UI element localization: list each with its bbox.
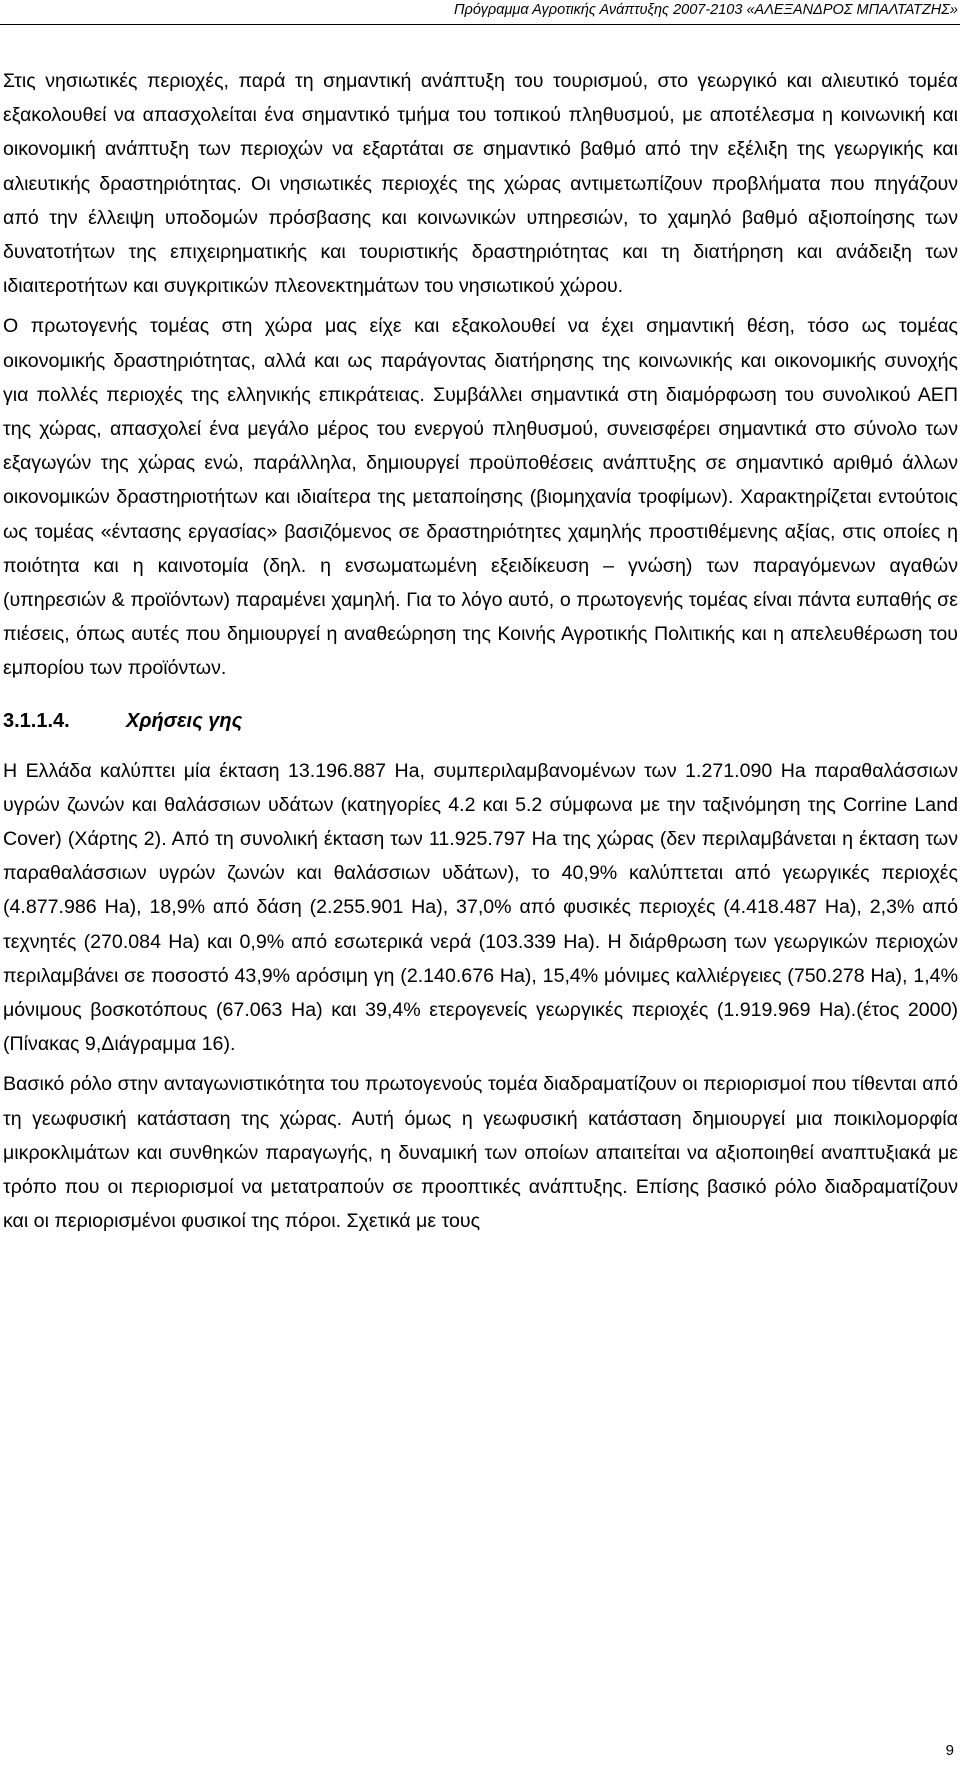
section-heading	[3, 706, 958, 736]
section-title: Χρήσεις γης	[126, 709, 243, 732]
header-rule	[0, 24, 960, 25]
paragraph-primary-sector: Ο πρωτογενής τομέας στη χώρα μας είχε και εξακολουθεί να έχει σημαντική θέση, τόσο ως τομέας οικονομικής δραστηριότητας, αλλά και ως παράγοντας διατήρησης της κοινωνικής και οικονομικής συνοχής για πολλές περιοχές της ελληνικής επικράτειας. Συμβάλλει σημαντικά στη διαμόρφωση του συνολικού ΑΕΠ της χώρας, απασχολεί ένα μεγάλο μέρος του ενεργού πληθυσμού, συνεισφέρει σημαντικά στο σύνολο των εξαγωγών της χώρας ενώ, παράλληλα, δημιουργεί προϋποθέσεις ανάπτυξης σε σημαντικό αριθμό άλλων οικονομικών δραστηριοτήτων και ιδιαίτερα της μεταποίησης (βιομηχανία τροφίμων). Χαρακτηρίζεται εντούτοις ως τομέας «έντασης εργασίας» βασιζόμενος σε δραστηριότητες χαμηλής προστιθέμενης αξίας, στις οποίες η ποιότητα και η καινοτομία (δηλ. η ενσωματωμένη εξειδίκευση – γνώση) των παραγόμενων αγαθών (υπηρεσιών & προϊόντων) παραμένει χαμηλή. Για το λόγο αυτό, ο πρωτογενής τομέας είναι πάντα ευπαθής σε πιέσεις, όπως αυτές που δημιουργεί η αναθεώρηση της Κοινής Αγροτικής Πολιτικής και η απελευθέρωση του εμπορίου των προϊόντων.	[3, 315, 958, 680]
paragraph-geophysical-constraints: Βασικό ρόλο στην ανταγωνιστικότητα του πρωτογενούς τομέα διαδραματίζουν οι περιορισμοί που τίθενται από τη γεωφυσική κατάσταση της χώρας. Αυτή όμως η γεωφυσική κατάσταση δημιουργεί μια ποικιλομορφία μικροκλιμάτων και συνθηκών παραγωγής, η δυναμική των οποίων απαιτείται να αξιοποιηθεί αναπτυξιακά με τρόπο που οι περιορισμοί να μετατραπούν σε προοπτικές ανάπτυξης. Επίσης βασικό ρόλο διαδραματίζουν και οι περιορισμένοι φυσικοί της πόροι. Σχετικά με τους	[3, 1073, 958, 1233]
page-number: 9	[945, 1742, 954, 1759]
document-body	[3, 64, 958, 1245]
paragraph-land-use: Η Ελλάδα καλύπτει μία έκταση 13.196.887 Ha, συμπεριλαμβανομένων των 1.271.090 Ha παραθαλάσσιων υγρών ζωνών και θαλάσσιων υδάτων (κατηγορίες 4.2 και 5.2 σύμφωνα με την ταξινόμηση της Corrine Land Cover) (Χάρτης 2). Από τη συνολική έκταση των 11.925.797 Ha της χώρας (δεν περιλαμβάνεται η έκταση των παραθαλάσσιων υγρών ζωνών και θαλάσσιων υδάτων), το 40,9% καλύπτεται από γεωργικές περιοχές (4.877.986 Ha), 18,9% από δάση (2.255.901 Ha), 37,0% από φυσικές περιοχές (4.418.487 Ha), 2,3% από τεχνητές (270.084 Ha) και 0,9% από εσωτερικά νερά (103.339 Ha). Η διάρθρωση των γεωργικών περιοχών περιλαμβάνει σε ποσοστό 43,9% αρόσιμη γη (2.140.676 Ha), 15,4% μόνιμες καλλιέργειες (750.278 Ha), 1,4% μόνιμους βοσκοτόπους (67.063 Ha) και 39,4% ετερογενείς γεωργικές περιοχές (1.919.969 Ha).(έτος 2000) (Πίνακας 9,Διάγραμμα 16).	[3, 759, 958, 1056]
running-header: Πρόγραμμα Αγροτικής Ανάπτυξης 2007-2103 «ΑΛΕΞΑΝΔΡΟΣ ΜΠΑΛΤΑΤΖΗΣ»	[454, 2, 958, 18]
paragraph-island-regions: Στις νησιωτικές περιοχές, παρά τη σημαντική ανάπτυξη του τουρισμού, στο γεωργικό και αλιευτικό τομέα εξακολουθεί να απασχολείται ένα σημαντικό τμήμα του τοπικού πληθυσμού, με αποτέλεσμα η κοινωνική και οικονομική ανάπτυξη των περιοχών να εξαρτάται σε σημαντικό βαθμό από την εξέλιξη της γεωργικής και αλιευτικής δραστηριότητας. Οι νησιωτικές περιοχές της χώρας αντιμετωπίζουν προβλήματα που πηγάζουν από την έλλειψη υποδομών πρόσβασης και κοινωνικών υπηρεσιών, το χαμηλό βαθμό αξιοποίησης των δυνατοτήτων της επιχειρηματικής και τουριστικής δραστηριότητας και τη διατήρηση και ανάδειξη των ιδιαιτεροτήτων και συγκριτικών πλεονεκτημάτων του νησιωτικού χώρου.	[3, 70, 958, 298]
section-number: 3.1.1.4.	[3, 709, 70, 732]
